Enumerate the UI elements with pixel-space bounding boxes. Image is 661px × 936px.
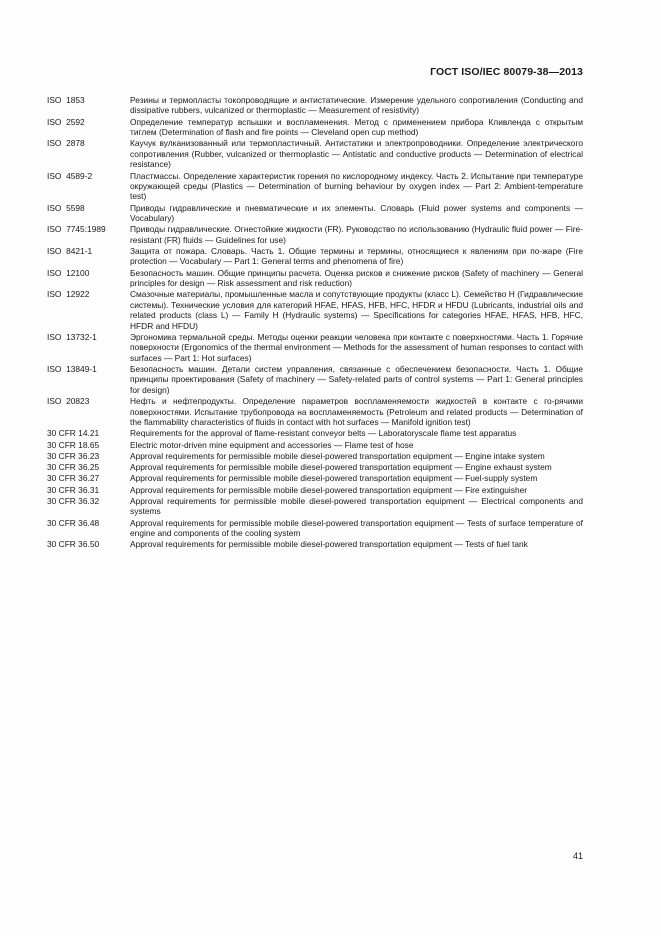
reference-description: Requirements for the approval of flame-resistant conveyor belts — Laboratoryscale flame test apparatus	[130, 428, 517, 439]
reference-row	[47, 496, 583, 517]
reference-row	[47, 428, 583, 438]
reference-row	[47, 539, 583, 549]
reference-code: ISO 5598	[47, 202, 85, 213]
reference-code: 30 CFR 36.31	[47, 484, 100, 495]
reference-row	[47, 332, 583, 363]
reference-code: ISO 12100	[47, 267, 90, 278]
reference-description: Определение температур вспышки и воспламенения. Метод с применением прибора Кливленда с открытым тиглем (Determination of flash and fire points — Cleveland open cup method)	[130, 116, 583, 138]
reference-description: Approval requirements for permissible mobile diesel-powered transportation equipment — Engine exhaust system	[130, 462, 552, 473]
reference-code: 30 CFR 36.32	[47, 496, 100, 507]
reference-row	[47, 171, 583, 202]
reference-row	[47, 203, 583, 224]
page-number: 41	[572, 851, 583, 861]
reference-description: Пластмассы. Определение характеристик горения по кислородному индексу. Часть 2. Испытание при температуре окружающей среды (Plastics — Determination of burning behaviour by oxygen index — Part 2: Ambient-temperature test)	[130, 170, 583, 202]
reference-code: ISO 13732-1	[47, 331, 97, 342]
references-list	[47, 95, 583, 551]
reference-row	[47, 451, 583, 461]
reference-code: ISO 2592	[47, 116, 85, 127]
reference-description: Смазочные материалы, промышленные масла и сопутствующие продукты (класс L). Семейство Н (Гидравлические системы). Технические условия для категорий HFAE, HFAS, HFB, HFC, HFDR и HFDU (Lubricants, industrial oils and related products (class L) — Family H (Hydraulic systems) — Specifications for categories HFAE, HFAS, HFB, HFC, HFDR and HFDU)	[130, 289, 583, 331]
reference-code: ISO 7745:1989	[47, 224, 106, 235]
document-header-title: ГОСТ ISO/IEC 80079-38—2013	[430, 66, 583, 78]
reference-row	[47, 364, 583, 395]
reference-row	[47, 246, 583, 267]
reference-description: Approval requirements for permissible mobile diesel-powered transportation equipment — Fire extinguisher	[130, 484, 528, 495]
reference-description: Approval requirements for permissible mobile diesel-powered transportation equipment — Fuel-supply system	[130, 473, 538, 484]
reference-code: 30 CFR 36.27	[47, 473, 100, 484]
reference-row	[47, 95, 583, 116]
reference-code: 30 CFR 36.50	[47, 539, 100, 550]
reference-code: 30 CFR 36.48	[47, 517, 100, 528]
reference-code: 30 CFR 18.65	[47, 439, 100, 450]
reference-code: ISO 8421-1	[47, 246, 93, 257]
reference-description: Приводы гидравлические. Огнестойкие жидкости (FR). Руководство по использованию (Hydraulic fluid power — Fire-resistant (FR) fluids — Guidelines for use)	[130, 224, 583, 245]
reference-description: Эргономика термальной среды. Методы оценки реакции человека при контакте с поверхностями. Часть 1. Горячие поверхности (Ergonomics of the thermal environment — Methods for the assessment of human responses to contact with surfaces — Part 1: Hot surfaces)	[130, 331, 583, 363]
reference-code: ISO 20823	[47, 396, 90, 407]
reference-code: ISO 2878	[47, 138, 85, 149]
reference-description: Approval requirements for permissible mobile diesel-powered transportation equipment — Engine intake system	[130, 450, 545, 461]
reference-row	[47, 485, 583, 495]
reference-row	[47, 268, 583, 289]
reference-code: ISO 4589-2	[47, 170, 93, 181]
reference-code: ISO 1853	[47, 95, 85, 105]
reference-description: Нефть и нефтепродукты. Определение параметров воспламеняемости жидкостей в контакте с го-рячими поверхностями. Испытание трубопровода на воспламеняемость (Petroleum and related products — Determination of the flammability characteristics of fluids in contact with hot surfaces — Manifold ignition test)	[130, 396, 583, 427]
reference-description: Приводы гидравлические и пневматические и их элементы. Словарь (Fluid power systems and components — Vocabulary)	[130, 202, 583, 224]
reference-code: ISO 12922	[47, 289, 90, 300]
reference-description: Защита от пожара. Словарь. Часть 1. Общие термины и термины, относящиеся к явлениям при по-жаре (Fire protection — Vocabulary — Part 1: General terms and phenomena of fire)	[130, 246, 583, 267]
reference-row	[47, 138, 583, 169]
reference-code: 30 CFR 36.25	[47, 462, 100, 473]
reference-description: Безопасность машин. Общие принципы расчета. Оценка рисков и снижение рисков (Safety of machinery — General principles for design — Risk assessment and risk reduction)	[130, 267, 583, 289]
reference-row	[47, 117, 583, 138]
reference-code: 30 CFR 14.21	[47, 428, 100, 439]
reference-description: Approval requirements for permissible mobile diesel-powered transportation equipment — Electrical components and systems	[130, 496, 583, 517]
reference-code: ISO 13849-1	[47, 364, 97, 375]
reference-description: Резины и термопласты токопроводящие и антистатические. Измерение удельного сопротивления (Conducting and dissipative rubbers, vulcanized or thermoplastic — Measurement of resistivity)	[130, 95, 583, 116]
reference-row	[47, 224, 583, 245]
reference-description: Electric motor-driven mine equipment and accessories — Flame test of hose	[130, 439, 414, 450]
reference-description: Approval requirements for permissible mobile diesel-powered transportation equipment — Tests of fuel tank	[130, 539, 528, 550]
reference-row	[47, 518, 583, 539]
reference-row	[47, 462, 583, 472]
reference-code: 30 CFR 36.23	[47, 450, 100, 461]
reference-description: Approval requirements for permissible mobile diesel-powered transportation equipment — Tests of surface temperature of engine and components of the cooling system	[130, 517, 583, 539]
reference-row	[47, 440, 583, 450]
reference-description: Безопасность машин. Детали систем управления, связанные с обеспечением безопасности. Часть 1. Общие принципы проектирования (Safety of machinery — Safety-related parts of control systems — Part 1: General principles for design)	[130, 364, 583, 395]
reference-row	[47, 289, 583, 331]
reference-description: Каучук вулканизованный или термопластичный. Антистатики и электропроводники. Определение электрического сопротивления (Rubber, vulcanized or thermoplastic — Antistatic and conductive products — Determination of electrical resistance)	[130, 138, 583, 170]
reference-row	[47, 473, 583, 483]
reference-row	[47, 396, 583, 427]
